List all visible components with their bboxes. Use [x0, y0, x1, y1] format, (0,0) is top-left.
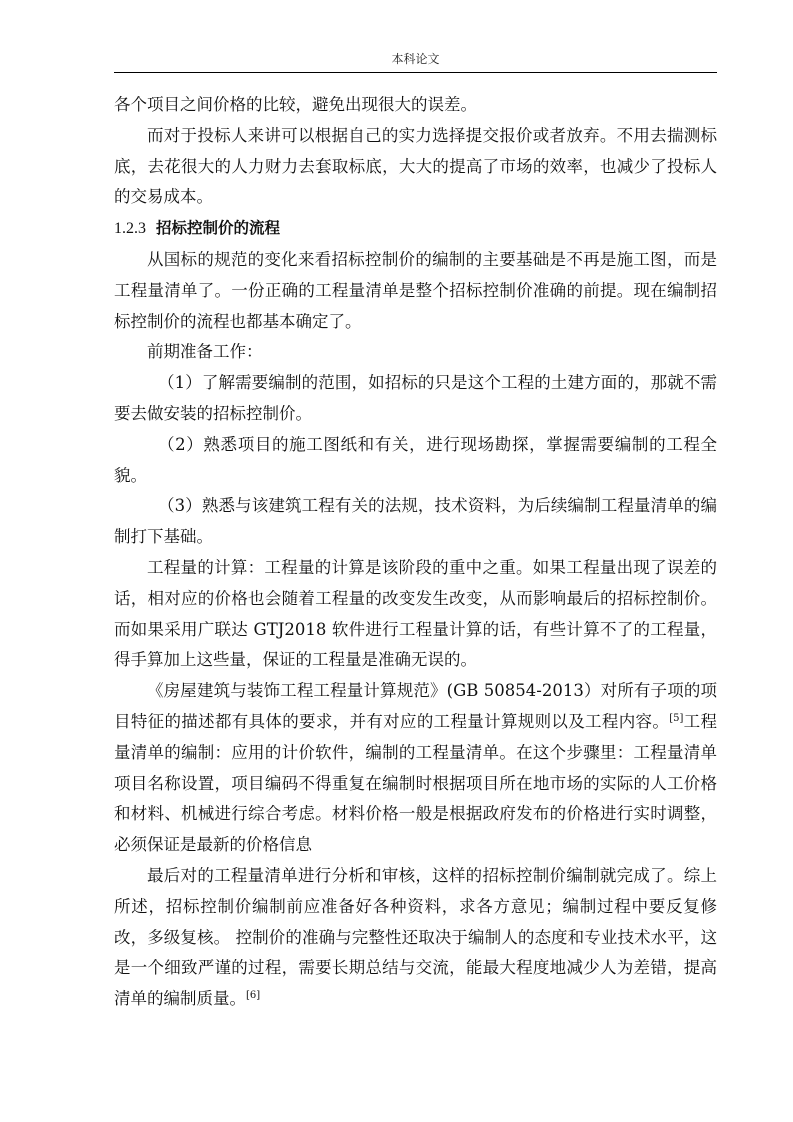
section-heading: [114, 213, 717, 245]
paragraph-conclusion-text: 最后对的工程量清单进行分析和审核，这样的招标控制价编制就完成了。综上所述，招标控制价编制前应准备好各种资料，求各方意见；编制过程中要反复修改，多级复核。 控制价的准确与完整性还取决于编制人的态度和专业技术水平，这是一个细致严谨的过程，需要长期总结与交流，能最大程度地减少人为差错，提高清单的编制质量。: [114, 865, 717, 1009]
paragraph-continuation: 各个项目之间价格的比较，避免出现很大的误差。: [114, 95, 477, 114]
paragraph-conclusion: [114, 861, 717, 1015]
paragraph-quantity-calc: 工程量的计算：工程量的计算是该阶段的重中之重。如果工程量出现了误差的话，相对应的价格也会随着工程量的改变发生改变，从而影响最后的招标控制价。而如果采用广联达 GTJ2018 软件进行工程量计算的话，有些计算不了的工程量，得手算加上这些量，保证的工程量是准确无误的。: [114, 557, 717, 670]
citation-ref-6: [6]: [246, 990, 261, 1002]
citation-ref-5: [5]: [669, 712, 684, 724]
paragraph-code-spec-part2: 工程量清单的编制：应用的计价软件，编制的工程量清单。在这个步骤里：工程量清单项目名称设置，项目编码不得重复在编制时根据项目所在地市场的实际的人工价格和材料、机械进行综合考虑。材料价格一般是根据政府发布的价格进行实时调整，必须保证是最新的价格信息: [114, 711, 718, 855]
paragraph-prep-title: 前期准备工作：: [147, 342, 263, 362]
list-item-2: （2）熟悉项目的施工图纸和有关，进行现场勘探，掌握需要编制的工程全貌。: [114, 434, 717, 485]
list-item-1: （1）了解需要编制的范围，如招标的只是这个工程的土建方面的，那就不需要去做安装的招标控制价。: [114, 373, 717, 423]
paragraph-intro: 从国标的规范的变化来看招标控制价的编制的主要基础是不再是施工图，而是工程量清单了。一份正确的工程量清单是整个招标控制价准确的前提。现在编制招标控制价的流程也都基本确定了。: [114, 249, 717, 331]
list-item-3: （3）熟悉与该建筑工程有关的法规，技术资料，为后续编制工程量清单的编制打下基础。: [114, 496, 717, 547]
document-body: [114, 90, 717, 1015]
section-title: 招标控制价的流程: [156, 219, 281, 238]
page-header: 本科论文: [391, 52, 440, 66]
paragraph-bidder-benefit: 而对于投标人来讲可以根据自己的实力选择提交报价或者放弃。不用去揣测标底，去花很大的人力财力去套取标底，大大的提高了市场的效率，也减少了投标人的交易成本。: [114, 125, 717, 207]
paragraph-code-spec: [114, 676, 717, 861]
paragraph-code-spec-part1: 《房屋建筑与装饰工程工程量计算规范》(GB 50854-2013）对所有子项的项目特征的描述都有具体的要求，并有对应的工程量计算规则以及工程内容。: [114, 681, 717, 731]
header-divider: [114, 72, 717, 73]
section-number: 1.2.3: [114, 220, 146, 238]
